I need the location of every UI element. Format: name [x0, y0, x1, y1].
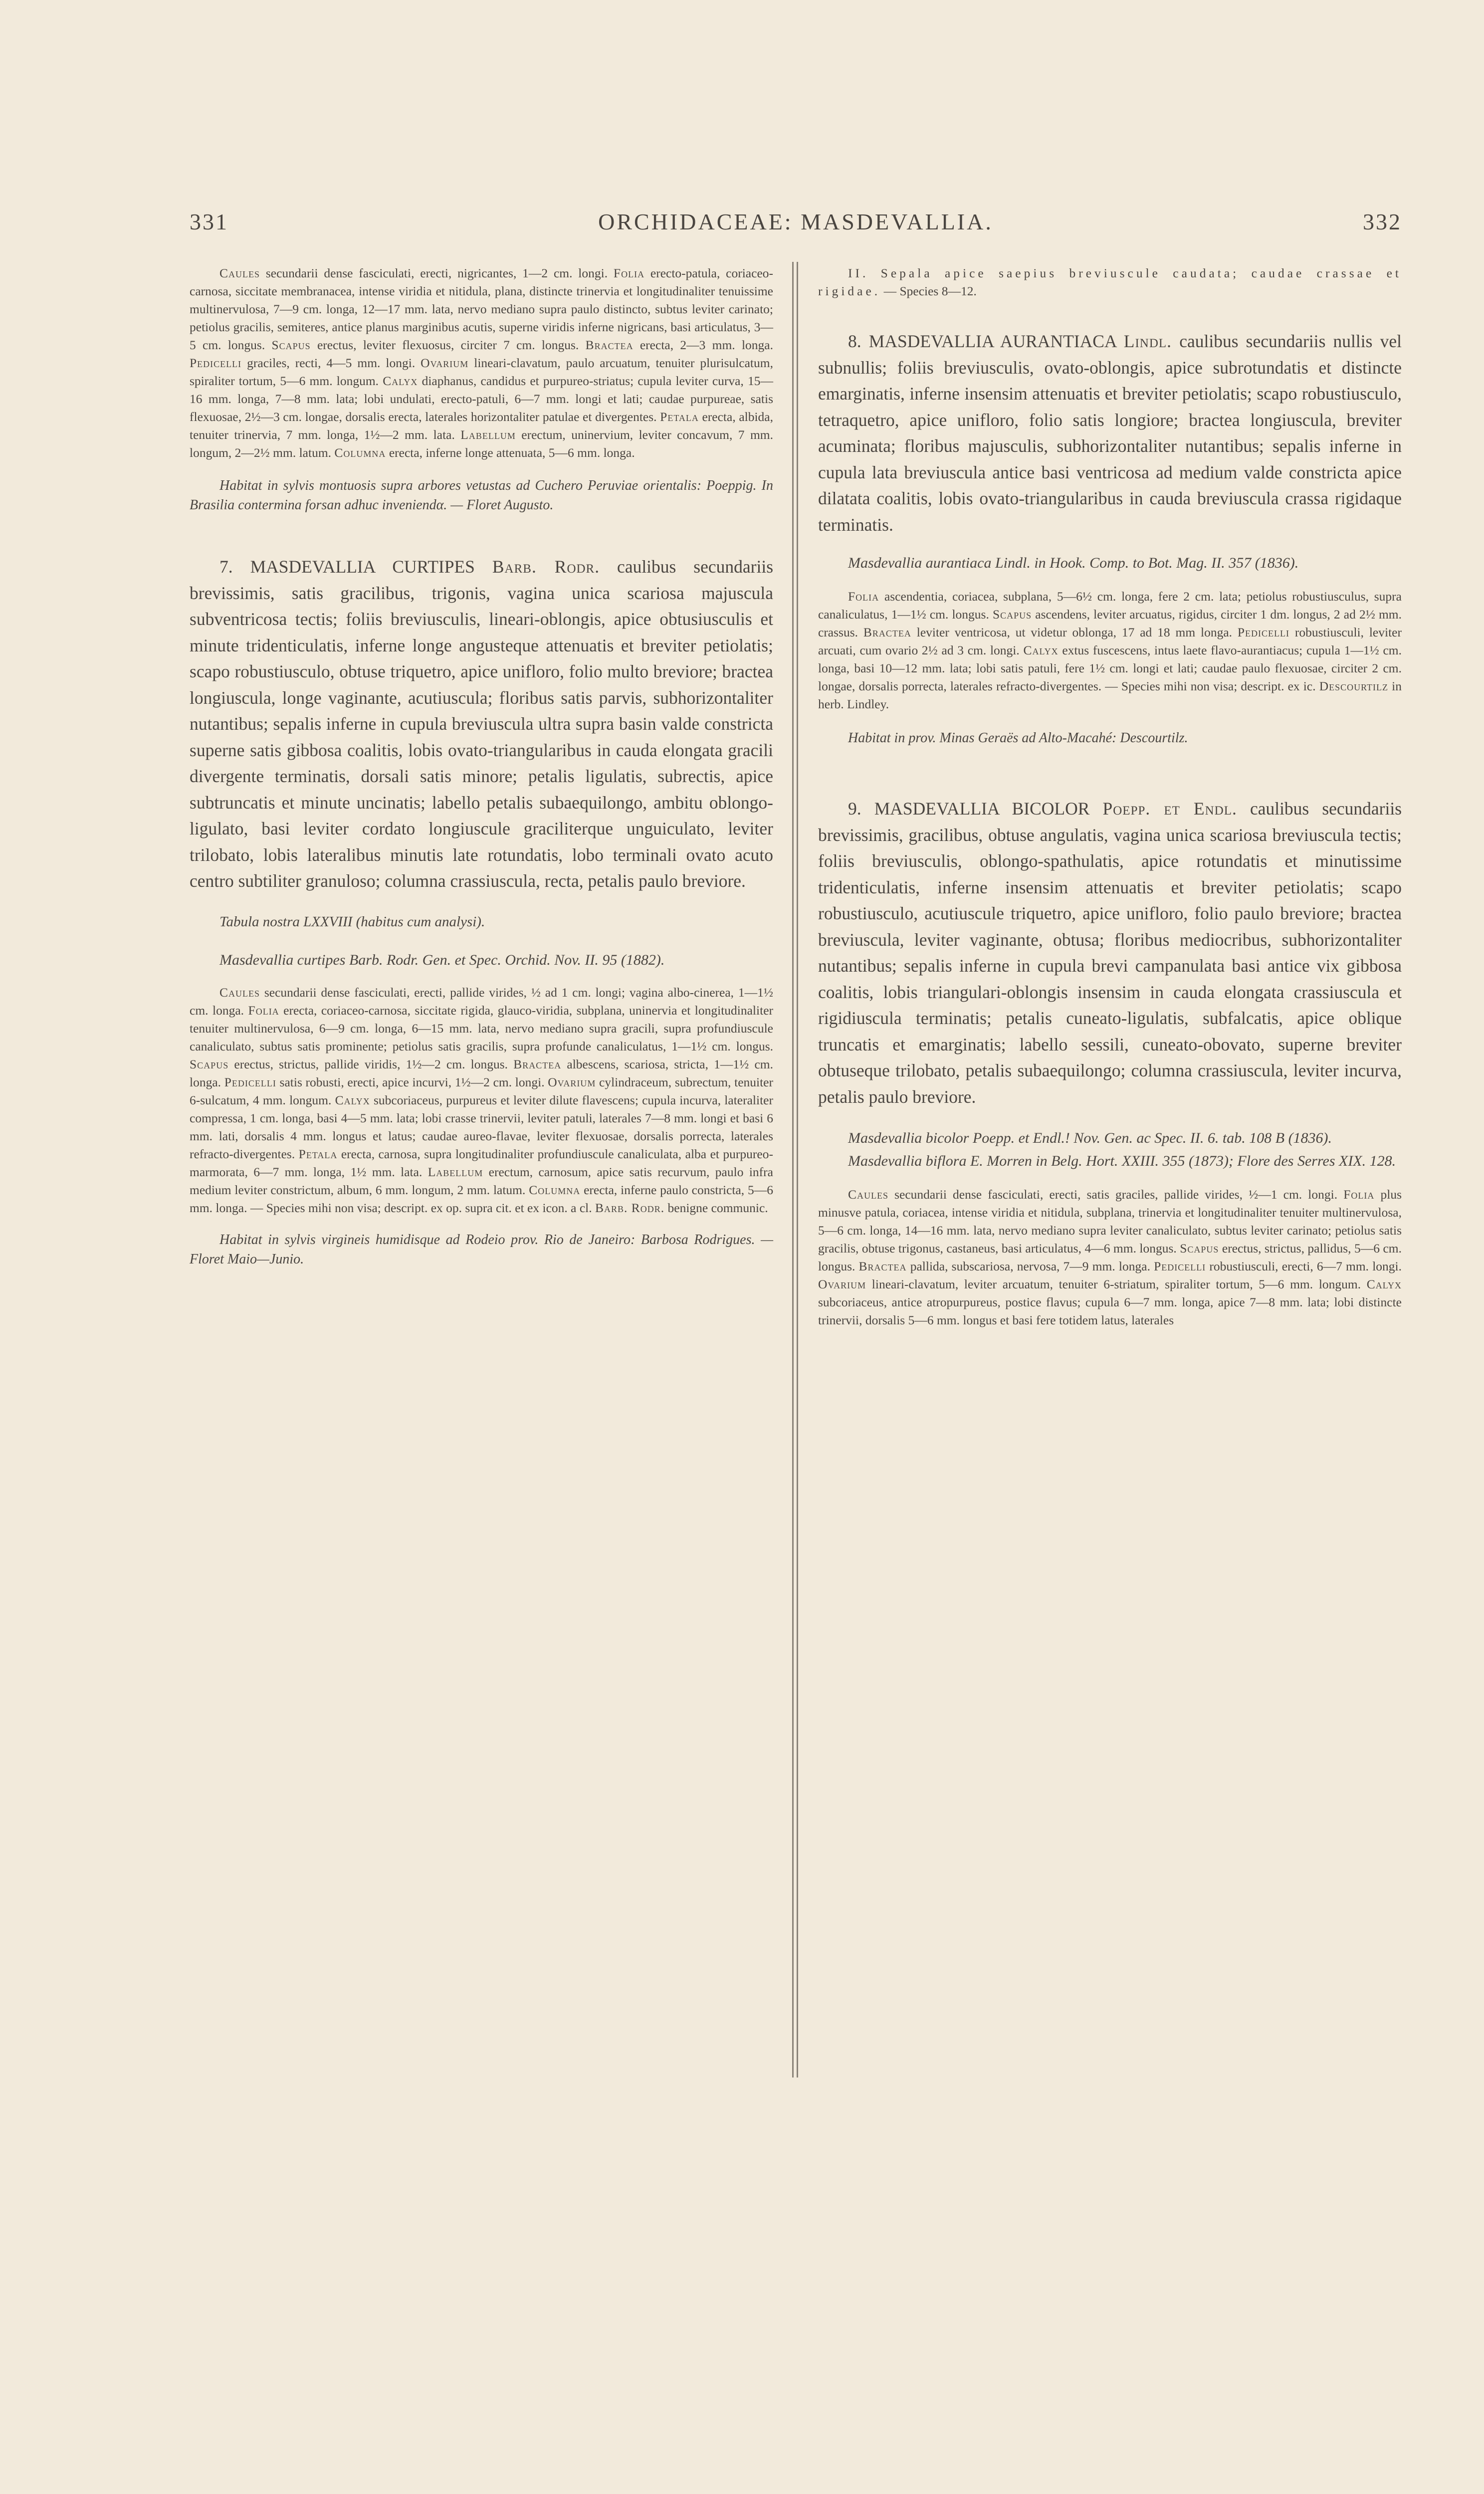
species-7-habitat: Habitat in sylvis virgineis humidisque ad Rodeio prov. Rio de Janeiro: Barbosa Rodrigues. — Floret Maio—Junio.	[190, 1232, 773, 1267]
page-header	[190, 208, 1402, 243]
right-column	[818, 264, 1402, 1329]
column-divider	[792, 262, 798, 2078]
section-heading: II. Sepala apice saepius breviuscule caudata; caudae crassae et rigidae. — Species 8—12.	[818, 266, 1402, 298]
species-9-description: Caules secundarii dense fasciculati, erecti, satis graciles, pallide virides, ½—1 cm. longi. Folia plus minusve patula, coriacea, intense viridia et nitidula, subplana, trinervia et longitudinaliter tenuiter multinervulosa, 5—6 cm. longa, 14—16 mm. lata, nervo mediano supra leviter canaliculato, subtus leviter carinato; petiolus satis gracilis, obtuse trigonus, castaneus, basi articulatus, 4—6 mm. longus. Scapus erectus, strictus, pallidus, 5—6 cm. longus. Bractea pallida, subscariosa, nervosa, 7—9 mm. longa. Pedicelli robustiusculi, erecti, 6—7 mm. longi. Ovarium lineari-clavatum, leviter arcuatum, tenuiter 6-striatum, spiraliter tortum, 5—6 mm. longum. Calyx subcoriaceus, antice atropurpureus, postice flavus; cupula 6—7 mm. longa, apice 7—8 mm. lata; lobi distincte trinervii, dorsalis 5—6 mm. longus et basi fere totidem latus, laterales	[818, 1187, 1402, 1327]
species-9-diagnosis: 9. MASDEVALLIA BICOLOR Poepp. et Endl. caulibus secundariis brevissimis, gracilibus, obtuse angulatis, vagina unica scariosa breviuscula tectis; foliis breviusculis, oblongo-spathulatis, apice rotundatis et minutissime tridenticulatis, inferne insensim attenuatis et breviter petiolatis; scapo robustiusculo, acutiuscule triquetro, apice unifloro, folio paulo breviore; bractea breviuscula, leviter vaginante, obtusa; floribus mediocribus, subhorizontaliter nutantibus; sepalis inferne in cupula brevi campanulata basi antice vix gibbosa coalitis, lobis triangulari-oblongis insensim in cauda elongata crassiuscula et rigidiuscula terminatis; petalis cuneato-ligulatis, subfalcatis, apice oblique truncatis et emarginatis; labello sessili, cuneato-obovato, superne breviter obtuseque trilobato, petalis subaequilongo; columna crassiuscula, leviter incurva, petalis paulo breviore.	[818, 799, 1402, 1107]
species-7-heading: 7. MASDEVALLIA CURTIPES	[219, 557, 475, 577]
page-number-left: 331	[190, 209, 228, 234]
species-7-tabula: Tabula nostra LXXVIII (habitus cum analysi).	[219, 913, 485, 930]
species-8-habitat: Habitat in prov. Minas Geraës ad Alto-Macahé: Descourtilz.	[848, 730, 1188, 746]
continued-habitat: Habitat in sylvis montuosis supra arbores vetustas ad Cuchero Peruviae orientalis: Poeppig. In Brasilia contermina forsan adhuc inveniendα. — Floret Augusto.	[190, 478, 773, 513]
species-7-author: Barb. Rodr.	[492, 557, 600, 577]
running-title: ORCHIDACEAE: MASDEVALLIA.	[598, 209, 993, 234]
page-number-right: 332	[1363, 209, 1402, 234]
species-7-citation: Masdevallia curtipes Barb. Rodr. Gen. et Spec. Orchid. Nov. II. 95 (1882).	[219, 951, 665, 968]
species-8-citation: Masdevallia aurantiaca Lindl. in Hook. Comp. to Bot. Mag. II. 357 (1836).	[848, 555, 1299, 571]
species-8-author: Lindl.	[1123, 331, 1172, 351]
species-8-description: Folia ascendentia, coriacea, subplana, 5—6½ cm. longa, fere 2 cm. lata; petiolus robustiusculus, supra canaliculatus, 1—1½ cm. longus. Scapus ascendens, leviter arcuatus, rigidus, circiter 1 dm. longus, 2 ad 2½ mm. crassus. Bractea leviter ventricosa, ut videtur oblonga, 17 ad 18 mm longa. Pedicelli robustiusculi, leviter arcuati, cum ovario 2½ ad 3 cm. longi. Calyx extus fuscescens, intus laete flavo-aurantiacus; cupula 1—1½ cm. longa, basi 10—12 mm. lata; lobi satis patuli, fere 1½ cm. longi et lati; caudae paulo flexuosae, circiter 2 cm. longae, dorsalis porrecta, laterales refracto-divergentes. — Species mihi non visa; descript. ex ic. Descourtilz in herb. Lindley.	[818, 589, 1402, 711]
species-7-description: Caules secundarii dense fasciculati, erecti, pallide virides, ½ ad 1 cm. longi; vagina albo-cinerea, 1—1½ cm. longa. Folia erecta, coriaceo-carnosa, siccitate rigida, glauco-viridia, subplana, uninervia et longitudinaliter tenuiter multinervulosa, 6—9 cm. longa, 6—15 mm. lata, nervo mediano supra gracili, supra profundiuscule canaliculato, subtus satis prominente; petiolus satis gracilis, supra profunde canaliculatus, 1—1½ cm. longus. Scapus erectus, strictus, pallide viridis, 1½—2 cm. longus. Bractea albescens, scariosa, stricta, 1—1½ cm. longa. Pedicelli satis robusti, erecti, apice incurvi, 1½—2 cm. longi. Ovarium cylindraceum, subrectum, tenuiter 6-sulcatum, 4 mm. longum. Calyx subcoriaceus, purpureus et leviter dilute flavescens; cupula incurva, lateraliter compressa, 1 cm. longa, basi 4—5 mm. lata; lobi crasse trinervii, leviter patuli, laterales 7—8 mm. longi et basi 6 mm. lati, dorsalis 4 mm. longus et latus; caudae aureo-flavae, leviter flexuosae, dorsalis porrecta, laterales refracto-divergentes. Petala erecta, carnosa, supra longitudinaliter profundiuscule canaliculata, alba et purpureo-marmorata, 6—7 mm. longa, 1½ mm. lata. Labellum erectum, carnosum, apice satis recurvum, paulo infra medium leviter constrictum, album, 6 mm. longum, 2 mm. latum. Columna erecta, inferne paulo constricta, 5—6 mm. longa. — Species mihi non visa; descript. ex op. supra cit. et ex icon. a cl. Barb. Rodr. benigne communic.	[190, 985, 773, 1215]
species-9-author: Poepp. et Endl.	[1102, 799, 1237, 819]
species-8-heading: 8. MASDEVALLIA AURANTIACA	[848, 331, 1116, 351]
species-7-diagnosis: 7. MASDEVALLIA CURTIPES Barb. Rodr. caulibus secundariis brevissimis, satis gracilibus, trigonis, vagina unica scariosa majuscula subventricosa tectis; foliis breviusculis, lineari-oblongis, apice obtusiusculis et minute tridenticulatis, inferne longe angusteque attenuatis et breviter petiolatis; scapo robustiusculo, obtuse triquetro, apice unifloro, folio multo breviore; bractea longiuscula, longe vaginante, acutiuscula; floribus satis parvis, subhorizontaliter nutantibus; sepalis inferne in cupula breviuscula ultra supra basin valde constricta superne satis gibbosa coalitis, lobis ovato-triangularibus in cauda elongata gracili divergente terminatis, dorsali satis minore; petalis ligulatis, subrectis, apice subtruncatis et minute uncinatis; labello petalis subaequilongo, ambitu oblongo-ligulato, basi leviter cordato longiuscule graciliterque unguiculato, leviter trilobato, lobis lateralibus minutis late rotundatis, lobo terminali ovato acuto centro subtiliter granuloso; columna crassiuscula, recta, petalis paulo breviore.	[190, 557, 774, 891]
species-9-citation-2: Masdevallia biflora E. Morren in Belg. Hort. XXIII. 355 (1873); Flore des Serres XIX. 128.	[848, 1153, 1396, 1169]
species-9-heading: 9. MASDEVALLIA BICOLOR	[848, 799, 1090, 819]
species-8-diagnosis: 8. MASDEVALLIA AURANTIACA Lindl. caulibus secundariis nullis vel subnullis; foliis breviusculis, ovato-oblongis, apice subrotundatis et distincte emarginatis, inferne insensim attenuatis et breviter petiolatis; scapo robustiusculo, tetraquetro, apice unifloro, folio satis longiore; bractea longiuscula, breviter acuminata; floribus majusculis, subhorizontaliter nutantibus; sepalis inferne in cupula lata breviuscula antice basi ventricosa ad medium valde constricta apice dilatata coalitis, lobis ovato-triangularibus in cauda breviuscula crassa rigidaque terminatis.	[818, 331, 1402, 535]
species-9-citation-1: Masdevallia bicolor Poepp. et Endl.! Nov. Gen. ac Spec. II. 6. tab. 108 B (1836).	[848, 1130, 1332, 1146]
continued-description: Caules secundarii dense fasciculati, erecti, nigricantes, 1—2 cm. longi. Folia erecto-patula, coriaceo-carnosa, siccitate membranacea, intense viridia et nitidula, plana, distincte trinervia et longitudinaliter tenuissime multinervulosa, 7—9 cm. longa, 12—17 mm. lata, nervo mediano supra paulo distincto, subtus leviter carinato; petiolus gracilis, semiteres, antice planus marginibus acutis, superne viridis inferne nigricans, basi articulatus, 3—5 cm. longus. Scapus erectus, leviter flexuosus, circiter 7 cm. longus. Bractea erecta, 2—3 mm. longa. Pedicelli graciles, recti, 4—5 mm. longi. Ovarium lineari-clavatum, paulo arcuatum, tenuiter plurisulcatum, spiraliter tortum, 5—6 mm. longum. Calyx diaphanus, candidus et purpureo-striatus; cupula leviter curva, 15—16 mm. longa, 7—8 mm. lata; lobi undulati, erecto-patuli, 6—7 mm. longi et lati; caudae purpureae, satis flexuosae, 2½—3 cm. longae, dorsalis erecta, laterales horizontaliter patulae et divergentes. Petala erecta, albida, tenuiter trinervia, 7 mm. longa, 1½—2 mm. lata. Labellum erectum, uninervium, leviter concavum, 7 mm. longum, 2—2½ mm. latum. Columna erecta, inferne longe attenuata, 5—6 mm. longa.	[190, 266, 774, 460]
left-column	[190, 264, 773, 1269]
